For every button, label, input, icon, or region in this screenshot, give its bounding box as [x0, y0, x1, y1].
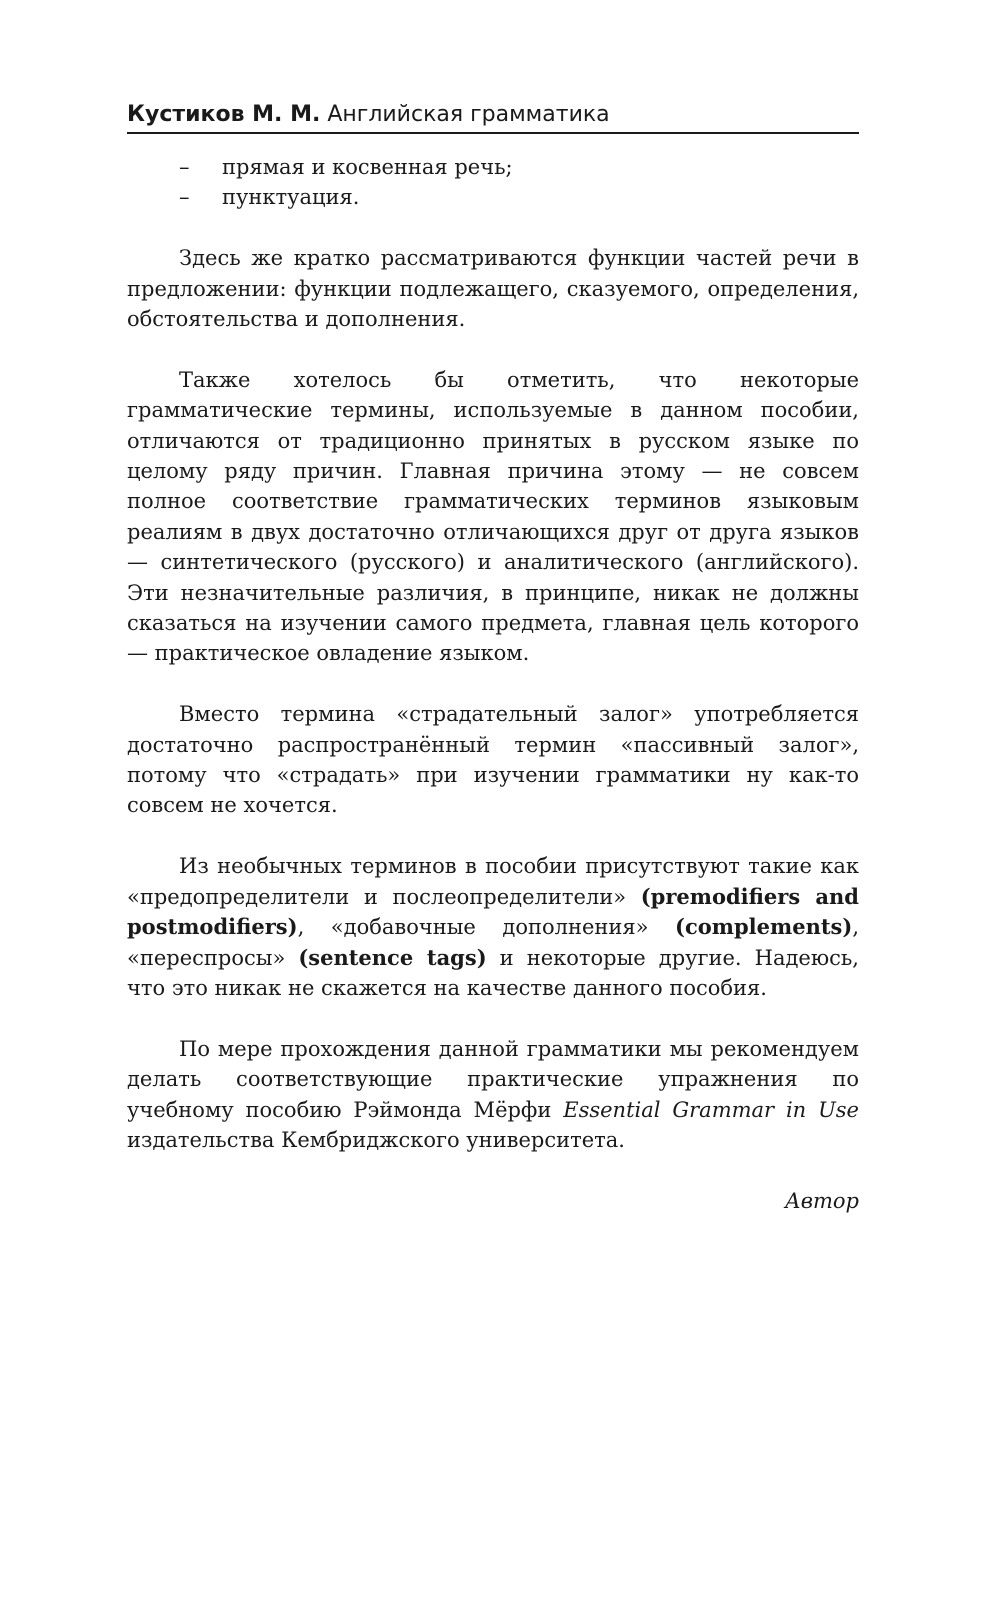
dash-marker: –: [179, 185, 190, 210]
list-item-text: прямая и косвенная речь;: [222, 155, 513, 179]
header-rule: [127, 132, 859, 134]
text-segment: и некоторые другие. Надеюсь, что это никак не скажется на качестве данного пособия.: [127, 945, 859, 1000]
text-segment: , «добавочные дополнения»: [297, 915, 676, 940]
list-item: [127, 182, 859, 212]
term-sentence-tags: (sentence tags): [298, 944, 487, 970]
book-title: Essential Grammar in Use: [563, 1097, 859, 1122]
bullet-list: [127, 152, 859, 213]
dash-marker: –: [179, 155, 190, 179]
paragraph-terminology: Также хотелось бы отметить, что некоторые грамматические термины, используемые в данном пособии, отличаются от традиционно принятых в русском языке по целому ряду причин. Главная причина этому — не совсем полное соответствие грамматических терминов языковым реалиям в двух достаточно отличающихся друг от друга языков — синтетического (русского) и аналитического (английского). Эти незначительные различия, в принципе, никак не должны сказаться на изучении самого предмета, главная цель которого — практическое овладение языком.: [127, 367, 859, 666]
running-head: [127, 100, 859, 130]
term-complements: (complements): [675, 914, 853, 940]
paragraph-passive-voice: Вместо термина «страдательный залог» употребляется достаточно распространённый термин «пассивный залог», потому что «страдать» при изучении грамматики ну как-то совсем не хочется.: [127, 702, 859, 818]
paragraph-functions: Здесь же кратко рассматриваются функции частей речи в предложении: функции подлежащего, сказуемого, определения, обстоятельства и дополнения.: [127, 246, 859, 332]
signature: Автор: [784, 1188, 859, 1213]
list-item-text: пунктуация.: [222, 185, 360, 210]
list-item: [127, 152, 859, 182]
text-segment: По мере прохождения данной грамматики мы рекомендуем делать соответствующие практические упражнения по учебному пособию Рэймонда Мёрфи: [127, 1036, 859, 1122]
paragraph-recommendation: [127, 1034, 859, 1156]
text-segment: , «переспросы»: [127, 915, 859, 970]
paragraph-unusual-terms: [127, 851, 859, 1003]
text-segment: издательства Кембриджского университета.: [127, 1127, 625, 1152]
header-title: Английская грамматика: [327, 102, 610, 127]
page-body: [127, 152, 859, 1216]
term-premodifiers: (premodifiers and postmodifiers): [127, 883, 859, 940]
text-segment: Из необычных терминов в пособии присутствуют такие как «предопределители и послеопределители»: [127, 854, 859, 909]
header-author: Кустиков М. М.: [127, 102, 321, 127]
